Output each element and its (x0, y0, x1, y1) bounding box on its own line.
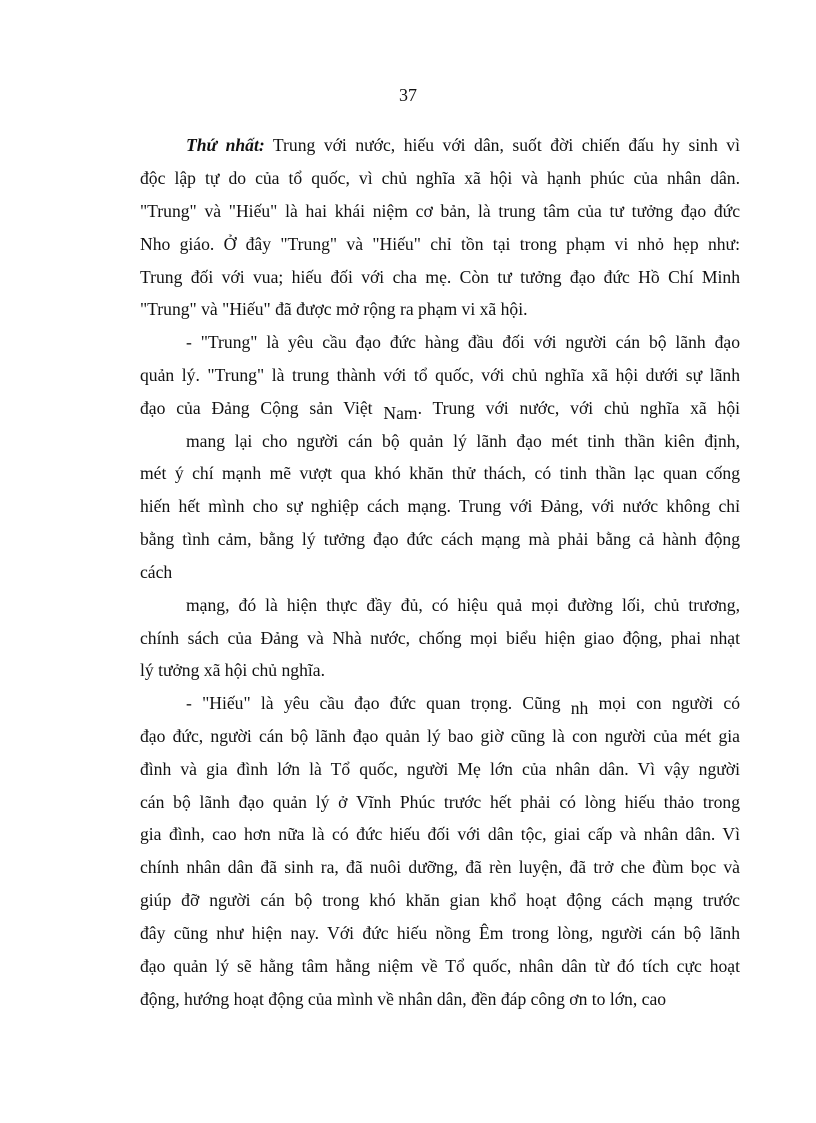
paragraph-text: mọi con người có (588, 693, 741, 713)
paragraph-line: đình và gia đình lớn là Tổ quốc, người Mẹ lớn của nhân dân. Vì vậy người (140, 759, 740, 779)
paragraph-line: gia đình, cao hơn nữa là có đức hiếu đối với dân tộc, giai cấp và nhân dân. Vì (140, 824, 740, 844)
paragraph-text: . Trung với nước, với chủ nghĩa xã hội (417, 398, 741, 418)
paragraph-line: Trung đối với vua; hiếu đối với cha mẹ. Còn tư tưởng đạo đức Hồ Chí Minh (140, 267, 740, 287)
paragraph-line: quản lý. "Trung" là trung thành với tổ quốc, với chủ nghĩa xã hội dưới sự lãnh (140, 365, 740, 385)
paragraph-line: "Trung" và "Hiếu" là hai khái niệm cơ bản, là trung tâm của tư tưởng đạo đức (140, 201, 740, 221)
paragraph-line: đạo quản lý sẽ hằng tâm hằng niệm về Tổ quốc, nhân dân từ đó tích cực hoạt (140, 956, 740, 976)
paragraph-line: hiến hết mình cho sự nghiệp cách mạng. Trung với Đảng, với nước không chỉ (140, 496, 740, 516)
paragraph-text: Trung với nước, hiếu với dân, suốt đời chiến đấu hy sinh vì (264, 135, 740, 155)
paragraph-line: độc lập tự do của tổ quốc, vì chủ nghĩa xã hội và hạnh phúc của nhân dân. (140, 168, 740, 188)
paragraph-line: mạng, đó là hiện thực đầy đủ, có hiệu quả mọi đường lối, chủ trương, (186, 595, 740, 615)
paragraph-line (140, 397, 741, 423)
paragraph-line: động, hướng hoạt động của mình về nhân dân, đền đáp công ơn to lớn, cao (140, 989, 667, 1009)
paragraph-line: lý tưởng xã hội chủ nghĩa. (140, 660, 325, 680)
paragraph-line: chính sách của Đảng và Nhà nước, chống mọi biểu hiện giao động, phai nhạt (140, 628, 740, 648)
paragraph-line: mét ý chí mạnh mẽ vượt qua khó khăn thử thách, có tinh thần lạc quan cống (140, 463, 740, 483)
paragraph-line: chính nhân dân đã sinh ra, đã nuôi dưỡng, đã rèn luyện, đã trở che đùm bọc và (140, 857, 740, 877)
paragraph-text: - "Hiếu" là yêu cầu đạo đức quan trọng. Cũng (186, 693, 571, 713)
paragraph-line: đạo đức, người cán bộ lãnh đạo quản lý bao giờ cũng là con người của mét gia (140, 726, 740, 746)
paragraph-line: "Trung" và "Hiếu" đã được mở rộng ra phạm vi xã hội. (140, 299, 528, 319)
paragraph-line: - "Trung" là yêu cầu đạo đức hàng đầu đối với người cán bộ lãnh đạo (186, 332, 740, 352)
paragraph-line: cán bộ lãnh đạo quản lý ở Vĩnh Phúc trước hết phải có lòng hiếu thảo trong (140, 792, 740, 812)
lead-heading: Thứ nhất: (186, 135, 265, 155)
paragraph-line (186, 692, 741, 718)
paragraph-line: mang lại cho người cán bộ quản lý lãnh đạo mét tinh thần kiên định, (186, 431, 740, 451)
paragraph-line: cách (140, 562, 173, 582)
displaced-text: Nam (383, 403, 418, 423)
paragraph-line: bằng tình cảm, bằng lý tưởng đạo đức cách mạng mà phải bằng cả hành động (140, 529, 740, 549)
paragraph-line: Nho giáo. Ở đây "Trung" và "Hiếu" chỉ tồn tại trong phạm vi nhỏ hẹp như: (140, 234, 740, 254)
paragraph-line: đây cũng như hiện nay. Với đức hiếu nồng Êm trong lòng, người cán bộ lãnh (140, 923, 740, 943)
paragraph-line: giúp đỡ người cán bộ trong khó khăn gian khổ hoạt động cách mạng trước (140, 890, 740, 910)
page-number: 37 (399, 85, 417, 105)
paragraph-text: đạo của Đảng Cộng sản Việt (140, 398, 384, 418)
paragraph-line (186, 134, 740, 156)
displaced-text: nh (570, 698, 589, 718)
